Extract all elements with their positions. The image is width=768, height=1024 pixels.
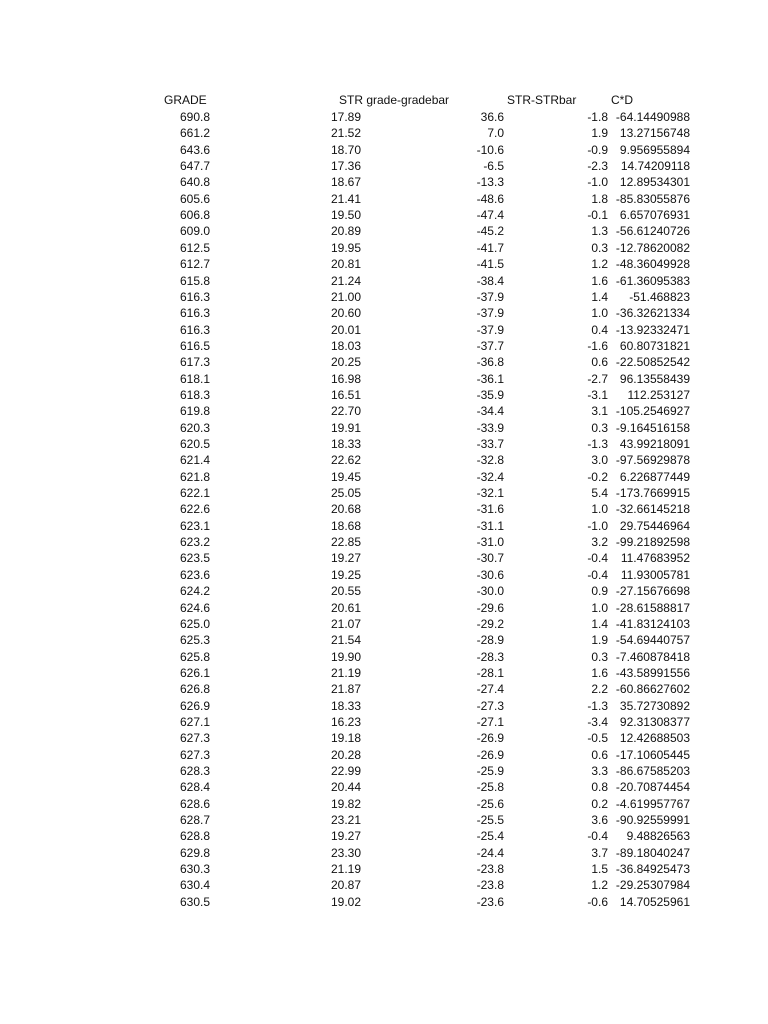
cell-cd: -85.83055876 <box>615 191 690 206</box>
table-row <box>0 714 768 730</box>
cell-str: 16.98 <box>331 371 362 386</box>
cell-str: 20.81 <box>331 257 362 272</box>
cell-str-strbar: -0.6 <box>587 894 608 909</box>
table-row <box>0 861 768 877</box>
cell-str: 18.67 <box>331 175 362 190</box>
table-row <box>0 698 768 714</box>
cell-grade: 627.1 <box>179 714 210 729</box>
cell-cd: -64.14490988 <box>615 110 690 124</box>
table-row <box>0 812 768 828</box>
cell-cd: -22.50852542 <box>615 355 690 370</box>
cell-str-strbar: 1.8 <box>591 191 608 206</box>
cell-grade-gradebar: -36.8 <box>476 355 504 370</box>
cell-cd: 112.253127 <box>627 387 690 402</box>
table-row <box>0 174 768 190</box>
cell-cd: -86.67585203 <box>615 764 690 778</box>
cell-cd: -9.164516158 <box>615 420 690 435</box>
cell-str-strbar: -2.7 <box>587 371 608 386</box>
cell-grade-gradebar: -32.8 <box>476 453 504 468</box>
cell-grade-gradebar: -35.9 <box>476 387 504 402</box>
cell-grade: 623.6 <box>179 567 210 582</box>
cell-grade-gradebar: -27.1 <box>476 714 504 729</box>
cell-str: 16.51 <box>331 387 362 402</box>
table-row <box>0 600 768 616</box>
cell-grade-gradebar: -37.9 <box>476 322 504 337</box>
table-header <box>0 92 768 108</box>
cell-str: 19.82 <box>331 796 362 811</box>
table-row <box>0 779 768 795</box>
cell-grade: 690.8 <box>179 110 210 124</box>
cell-grade-gradebar: -28.9 <box>476 633 504 648</box>
cell-grade: 628.6 <box>179 796 210 811</box>
cell-grade: 626.8 <box>179 682 210 697</box>
cell-str-strbar: -1.0 <box>587 518 608 533</box>
cell-grade-gradebar: -31.0 <box>476 535 504 550</box>
cell-grade: 640.8 <box>179 175 210 190</box>
cell-str: 23.30 <box>331 845 362 860</box>
cell-str-strbar: 0.8 <box>591 780 608 795</box>
cell-cd: 43.99218091 <box>619 437 690 451</box>
cell-grade: 628.7 <box>179 813 210 828</box>
cell-grade: 612.7 <box>179 257 210 272</box>
cell-grade-gradebar: -6.5 <box>483 159 504 174</box>
cell-cd: -105.2546927 <box>615 404 690 419</box>
cell-cd: 13.27156748 <box>619 126 690 141</box>
cell-grade: 628.3 <box>179 764 210 778</box>
cell-str-strbar: -1.3 <box>587 437 608 451</box>
cell-cd: -60.86627602 <box>615 682 690 697</box>
cell-grade-gradebar: -25.9 <box>476 764 504 778</box>
cell-grade: 620.3 <box>179 420 210 435</box>
header-cd: C*D <box>611 93 634 107</box>
cell-cd: 6.657076931 <box>619 208 690 223</box>
cell-grade-gradebar: -41.7 <box>476 240 504 255</box>
cell-str: 19.27 <box>331 551 362 566</box>
cell-cd: 14.74209118 <box>620 159 690 174</box>
cell-str: 19.91 <box>331 420 362 435</box>
cell-grade: 625.3 <box>179 633 210 648</box>
table-row <box>0 223 768 239</box>
cell-cd: -20.70874454 <box>615 780 690 795</box>
cell-str: 22.85 <box>331 535 362 550</box>
cell-grade: 628.4 <box>179 780 210 795</box>
cell-str: 21.19 <box>331 862 362 877</box>
cell-str: 22.99 <box>331 764 362 778</box>
cell-grade-gradebar: -37.9 <box>476 306 504 321</box>
cell-str-strbar: -0.9 <box>587 142 608 157</box>
cell-str-strbar: 0.3 <box>591 649 608 664</box>
cell-grade-gradebar: 36.6 <box>480 110 504 124</box>
cell-str-strbar: 1.9 <box>591 126 608 141</box>
cell-grade-gradebar: -13.3 <box>476 175 504 190</box>
cell-cd: -97.56929878 <box>615 453 690 468</box>
cell-str: 18.68 <box>331 518 362 533</box>
cell-grade: 627.3 <box>179 747 210 762</box>
cell-str: 20.25 <box>331 355 362 370</box>
cell-grade: 616.3 <box>179 322 210 337</box>
cell-str-strbar: 0.3 <box>591 240 608 255</box>
cell-str-strbar: 1.5 <box>591 862 608 877</box>
cell-str: 23.21 <box>331 813 362 828</box>
table-row <box>0 403 768 419</box>
cell-grade-gradebar: -34.4 <box>476 404 504 419</box>
cell-str-strbar: 1.4 <box>591 289 608 304</box>
cell-str: 21.24 <box>331 273 362 288</box>
cell-str: 19.27 <box>331 829 362 844</box>
cell-str-strbar: -0.5 <box>587 731 608 746</box>
cell-cd: -41.83124103 <box>615 616 690 631</box>
cell-str-strbar: 1.3 <box>591 224 608 239</box>
cell-cd: -7.460878418 <box>615 649 690 664</box>
cell-grade: 622.1 <box>179 486 210 501</box>
cell-cd: -17.10605445 <box>615 747 690 762</box>
cell-str-strbar: 1.0 <box>591 306 608 321</box>
table-row <box>0 616 768 632</box>
cell-grade-gradebar: -33.9 <box>476 420 504 435</box>
cell-cd: -4.619957767 <box>615 796 690 811</box>
cell-cd: 92.31308377 <box>619 714 690 729</box>
cell-cd: 9.48826563 <box>626 829 690 844</box>
header-str-strbar: STR-STRbar <box>507 93 577 107</box>
cell-str-strbar: 3.2 <box>591 535 608 550</box>
table-row <box>0 845 768 861</box>
cell-grade: 609.0 <box>179 224 210 239</box>
cell-str-strbar: -0.1 <box>587 208 608 223</box>
cell-str: 20.44 <box>331 780 362 795</box>
cell-str: 20.60 <box>331 306 362 321</box>
cell-str: 20.68 <box>331 502 362 517</box>
table-row <box>0 877 768 893</box>
table-row <box>0 730 768 746</box>
cell-str-strbar: -1.8 <box>587 110 608 124</box>
cell-str: 18.33 <box>331 437 362 451</box>
cell-cd: -61.36095383 <box>615 273 690 288</box>
cell-grade: 630.5 <box>179 894 210 909</box>
cell-str: 19.45 <box>331 469 362 484</box>
cell-grade: 623.1 <box>179 518 210 533</box>
cell-grade-gradebar: -30.7 <box>476 551 504 566</box>
header-str-gradebar: STR grade-gradebar <box>339 93 450 107</box>
cell-cd: 35.72730892 <box>619 698 690 713</box>
cell-grade-gradebar: -25.4 <box>476 829 504 844</box>
cell-str: 20.55 <box>331 584 362 599</box>
cell-str-strbar: 0.2 <box>591 796 608 811</box>
table-row <box>0 142 768 158</box>
cell-grade: 620.5 <box>179 437 210 451</box>
cell-grade-gradebar: -25.5 <box>476 813 504 828</box>
cell-grade-gradebar: -30.0 <box>476 584 504 599</box>
cell-str: 19.95 <box>331 240 362 255</box>
cell-grade: 624.2 <box>179 584 210 599</box>
table-row <box>0 273 768 289</box>
cell-str: 18.03 <box>331 338 362 353</box>
table-row <box>0 501 768 517</box>
cell-grade: 647.7 <box>179 159 210 174</box>
cell-grade-gradebar: -38.4 <box>476 273 504 288</box>
cell-grade: 618.3 <box>179 387 210 402</box>
cell-grade: 623.2 <box>179 535 210 550</box>
cell-str: 20.87 <box>331 878 362 893</box>
cell-str-strbar: 1.2 <box>591 878 608 893</box>
cell-str-strbar: 1.0 <box>591 502 608 517</box>
cell-grade: 630.3 <box>179 862 210 877</box>
cell-cd: 6.226877449 <box>619 469 690 484</box>
cell-grade: 622.6 <box>179 502 210 517</box>
cell-str-strbar: 3.3 <box>591 764 608 778</box>
cell-str-strbar: 0.4 <box>591 322 608 337</box>
cell-str: 16.23 <box>331 714 362 729</box>
cell-grade-gradebar: -27.4 <box>476 682 504 697</box>
table-row <box>0 747 768 763</box>
cell-grade: 615.8 <box>179 273 210 288</box>
cell-str-strbar: 0.6 <box>591 747 608 762</box>
cell-cd: 12.89534301 <box>619 175 690 190</box>
cell-cd: 14.70525961 <box>619 894 690 909</box>
cell-str: 21.00 <box>331 289 362 304</box>
cell-cd: -48.36049928 <box>615 257 690 272</box>
cell-grade-gradebar: -25.6 <box>476 796 504 811</box>
table-row <box>0 632 768 648</box>
table-row <box>0 796 768 812</box>
cell-cd: -32.66145218 <box>615 502 690 517</box>
cell-str: 17.36 <box>331 159 362 174</box>
cell-grade-gradebar: -25.8 <box>476 780 504 795</box>
cell-grade-gradebar: -37.7 <box>476 338 504 353</box>
table-row <box>0 828 768 844</box>
cell-cd: 29.75446964 <box>619 518 690 533</box>
cell-str-strbar: -1.3 <box>587 698 608 713</box>
table-row <box>0 420 768 436</box>
cell-grade: 628.8 <box>179 829 210 844</box>
table-row <box>0 583 768 599</box>
cell-grade-gradebar: -30.6 <box>476 567 504 582</box>
table-row <box>0 469 768 485</box>
cell-grade: 623.5 <box>179 551 210 566</box>
cell-str-strbar: -3.1 <box>587 387 608 402</box>
cell-grade-gradebar: -33.7 <box>476 437 504 451</box>
cell-grade-gradebar: -29.6 <box>476 600 504 615</box>
cell-cd: -56.61240726 <box>615 224 690 239</box>
cell-grade: 617.3 <box>179 355 210 370</box>
cell-str-strbar: 1.4 <box>591 616 608 631</box>
table-row <box>0 436 768 452</box>
cell-str-strbar: 1.0 <box>591 600 608 615</box>
cell-grade-gradebar: -32.1 <box>476 486 504 501</box>
cell-grade: 629.8 <box>179 845 210 860</box>
table-row <box>0 240 768 256</box>
cell-cd: -43.58991556 <box>615 665 690 680</box>
table-row <box>0 763 768 779</box>
cell-str: 19.25 <box>331 567 362 582</box>
table-row <box>0 452 768 468</box>
cell-str: 18.33 <box>331 698 362 713</box>
cell-grade-gradebar: -41.5 <box>476 257 504 272</box>
cell-grade: 621.4 <box>179 453 210 468</box>
table-row <box>0 387 768 403</box>
cell-str: 19.18 <box>331 731 362 746</box>
cell-grade-gradebar: -26.9 <box>476 747 504 762</box>
cell-grade: 661.2 <box>179 126 210 141</box>
table-row <box>0 649 768 665</box>
cell-grade-gradebar: -23.8 <box>476 878 504 893</box>
table-row <box>0 371 768 387</box>
cell-str: 18.70 <box>331 142 362 157</box>
cell-grade-gradebar: -28.3 <box>476 649 504 664</box>
table-row <box>0 191 768 207</box>
table-row <box>0 158 768 174</box>
cell-cd: -90.92559991 <box>615 813 690 828</box>
cell-str: 21.54 <box>331 633 362 648</box>
table-row <box>0 894 768 910</box>
cell-str: 21.41 <box>331 191 362 206</box>
cell-grade-gradebar: -32.4 <box>476 469 504 484</box>
cell-cd: 11.93005781 <box>620 567 690 582</box>
cell-grade: 643.6 <box>179 142 210 157</box>
cell-grade: 616.3 <box>179 289 210 304</box>
cell-str: 20.89 <box>331 224 362 239</box>
cell-grade-gradebar: -10.6 <box>476 142 504 157</box>
cell-cd: -12.78620082 <box>615 240 690 255</box>
cell-grade: 616.5 <box>179 338 210 353</box>
cell-str-strbar: -0.4 <box>587 829 608 844</box>
cell-str: 19.50 <box>331 208 362 223</box>
cell-grade: 624.6 <box>179 600 210 615</box>
table-row <box>0 485 768 501</box>
cell-cd: -51.468823 <box>629 289 690 304</box>
cell-str-strbar: 3.6 <box>591 813 608 828</box>
cell-str-strbar: 0.3 <box>591 420 608 435</box>
cell-str: 22.70 <box>331 404 362 419</box>
cell-str-strbar: 1.6 <box>591 273 608 288</box>
cell-grade-gradebar: -26.9 <box>476 731 504 746</box>
cell-grade-gradebar: -24.4 <box>476 845 504 860</box>
cell-cd: -28.61588817 <box>615 600 690 615</box>
table-row <box>0 534 768 550</box>
cell-str-strbar: -3.4 <box>587 714 608 729</box>
cell-cd: -89.18040247 <box>615 845 690 860</box>
cell-grade-gradebar: -23.6 <box>476 894 504 909</box>
cell-grade: 625.0 <box>179 616 210 631</box>
cell-cd: -29.25307984 <box>615 878 690 893</box>
cell-cd: 60.80731821 <box>619 338 690 353</box>
cell-str-strbar: 0.9 <box>591 584 608 599</box>
cell-cd: 9.956955894 <box>619 142 690 157</box>
table-row <box>0 681 768 697</box>
cell-str-strbar: 1.2 <box>591 257 608 272</box>
cell-str-strbar: -1.6 <box>587 338 608 353</box>
cell-cd: -54.69440757 <box>615 633 690 648</box>
cell-grade-gradebar: -37.9 <box>476 289 504 304</box>
cell-str-strbar: 3.1 <box>591 404 608 419</box>
table-row <box>0 665 768 681</box>
cell-grade-gradebar: -45.2 <box>476 224 504 239</box>
cell-cd: 11.47683952 <box>620 551 690 566</box>
cell-str-strbar: -2.3 <box>587 159 608 174</box>
cell-grade: 606.8 <box>179 208 210 223</box>
cell-str-strbar: 1.6 <box>591 665 608 680</box>
cell-str: 21.19 <box>331 665 362 680</box>
cell-grade-gradebar: -31.1 <box>476 518 504 533</box>
cell-str: 20.28 <box>331 747 362 762</box>
cell-str-strbar: 1.9 <box>591 633 608 648</box>
table-row <box>0 322 768 338</box>
cell-str: 20.61 <box>331 600 362 615</box>
cell-str: 19.90 <box>331 649 362 664</box>
cell-grade-gradebar: -31.6 <box>476 502 504 517</box>
cell-cd: 96.13558439 <box>619 371 690 386</box>
cell-cd: -36.32621334 <box>615 306 690 321</box>
cell-cd: -173.7669915 <box>615 486 690 501</box>
header-grade: GRADE <box>164 93 207 107</box>
cell-grade-gradebar: -27.3 <box>476 698 504 713</box>
table-row <box>0 289 768 305</box>
table-row <box>0 305 768 321</box>
cell-str: 20.01 <box>331 322 362 337</box>
cell-grade: 621.8 <box>179 469 210 484</box>
cell-str-strbar: -0.4 <box>587 551 608 566</box>
cell-grade-gradebar: -23.8 <box>476 862 504 877</box>
table-row <box>0 109 768 125</box>
cell-cd: -99.21892598 <box>615 535 690 550</box>
cell-grade: 627.3 <box>179 731 210 746</box>
cell-str: 22.62 <box>331 453 362 468</box>
cell-str: 21.52 <box>331 126 362 141</box>
cell-str: 17.89 <box>331 110 362 124</box>
cell-grade-gradebar: 7.0 <box>487 126 504 141</box>
cell-cd: -13.92332471 <box>615 322 690 337</box>
cell-grade: 616.3 <box>179 306 210 321</box>
cell-grade-gradebar: -48.6 <box>476 191 504 206</box>
cell-str-strbar: 3.7 <box>591 845 608 860</box>
cell-grade: 612.5 <box>179 240 210 255</box>
cell-grade: 630.4 <box>179 878 210 893</box>
cell-grade-gradebar: -28.1 <box>476 665 504 680</box>
table-row <box>0 256 768 272</box>
table-row <box>0 338 768 354</box>
cell-str-strbar: -0.2 <box>587 469 608 484</box>
cell-str-strbar: 2.2 <box>591 682 608 697</box>
cell-grade-gradebar: -47.4 <box>476 208 504 223</box>
table-row <box>0 354 768 370</box>
cell-str-strbar: 5.4 <box>591 486 608 501</box>
cell-str: 19.02 <box>331 894 362 909</box>
cell-cd: -36.84925473 <box>615 862 690 877</box>
cell-str-strbar: -1.0 <box>587 175 608 190</box>
cell-grade: 626.9 <box>179 698 210 713</box>
table-row <box>0 518 768 534</box>
cell-str: 21.07 <box>331 616 362 631</box>
table-row <box>0 550 768 566</box>
cell-cd: 12.42688503 <box>619 731 690 746</box>
cell-grade-gradebar: -36.1 <box>476 371 504 386</box>
cell-str: 25.05 <box>331 486 362 501</box>
table-row <box>0 125 768 141</box>
cell-grade: 626.1 <box>179 665 210 680</box>
cell-grade: 618.1 <box>179 371 210 386</box>
cell-grade-gradebar: -29.2 <box>476 616 504 631</box>
cell-grade: 605.6 <box>179 191 210 206</box>
cell-str-strbar: 0.6 <box>591 355 608 370</box>
cell-str-strbar: -0.4 <box>587 567 608 582</box>
table-row <box>0 207 768 223</box>
table-row <box>0 567 768 583</box>
cell-grade: 619.8 <box>179 404 210 419</box>
cell-cd: -27.15676698 <box>615 584 690 599</box>
cell-str-strbar: 3.0 <box>591 453 608 468</box>
cell-str: 21.87 <box>331 682 362 697</box>
cell-grade: 625.8 <box>179 649 210 664</box>
